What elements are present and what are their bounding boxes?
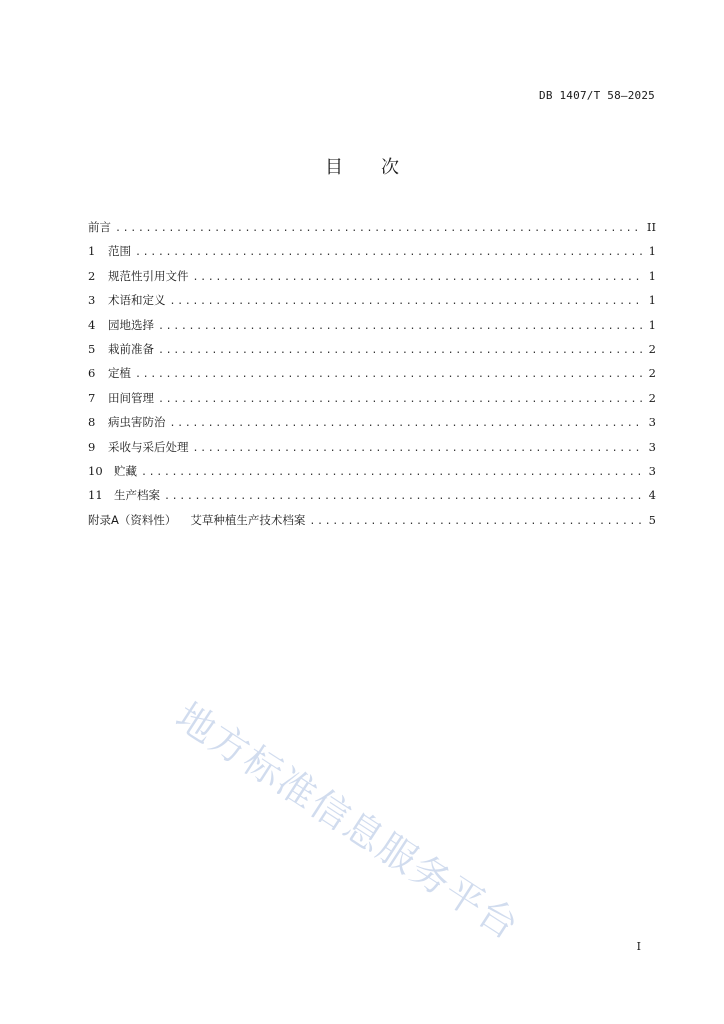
toc-number: 1 — [88, 244, 96, 259]
toc-label: 定植 — [108, 366, 131, 381]
toc-number: 9 — [88, 439, 96, 454]
toc-number: 11 — [88, 488, 103, 503]
toc-label: 前言 — [88, 220, 111, 234]
page-title — [0, 153, 724, 179]
toc-page: 5 — [648, 512, 656, 527]
toc-leader — [170, 296, 645, 307]
toc-label: 病虫害防治 — [108, 415, 166, 430]
toc-entry-7[interactable] — [88, 390, 656, 414]
toc-page: 3 — [648, 463, 656, 478]
toc-leader — [158, 321, 644, 332]
toc-leader — [193, 443, 645, 454]
toc-page: 2 — [648, 366, 656, 381]
toc-leader — [158, 394, 644, 405]
toc-number: 2 — [88, 268, 96, 283]
document-id: DB 1407/T 58—2025 — [539, 89, 655, 102]
table-of-contents — [88, 219, 656, 536]
toc-label: 贮藏 — [114, 463, 137, 478]
toc-label: 栽前准备 — [108, 341, 154, 356]
toc-leader — [158, 345, 644, 356]
toc-entry-5[interactable] — [88, 341, 656, 365]
toc-number: 4 — [88, 317, 96, 332]
toc-entry-foreword[interactable] — [88, 219, 656, 243]
toc-number: 8 — [88, 415, 96, 430]
toc-number: 5 — [88, 341, 96, 356]
toc-entry-6[interactable] — [88, 365, 656, 389]
toc-number: 10 — [88, 463, 103, 478]
toc-appendix-prefix: 附录A（资料性） — [88, 512, 177, 527]
toc-leader — [135, 247, 644, 258]
toc-label: 田间管理 — [108, 390, 154, 405]
toc-entry-8[interactable] — [88, 414, 656, 438]
watermark: 地方标准信息服务平台 — [168, 693, 528, 949]
toc-label: 规范性引用文件 — [108, 268, 189, 283]
toc-label: 采收与采后处理 — [108, 439, 189, 454]
toc-label: 园地选择 — [108, 317, 154, 332]
toc-entry-4[interactable] — [88, 317, 656, 341]
toc-page: II — [646, 220, 656, 234]
toc-leader — [164, 491, 644, 502]
toc-number: 7 — [88, 390, 96, 405]
toc-entry-1[interactable] — [88, 243, 656, 267]
toc-entry-11[interactable] — [88, 487, 656, 511]
toc-entry-10[interactable] — [88, 463, 656, 487]
title-char-2: 次 — [381, 157, 399, 178]
toc-page: 2 — [648, 341, 656, 356]
toc-leader — [141, 467, 644, 478]
toc-entry-9[interactable] — [88, 439, 656, 463]
toc-label: 范围 — [108, 244, 131, 259]
toc-page: 1 — [648, 244, 656, 259]
toc-page: 3 — [648, 415, 656, 430]
footer-page-number: I — [636, 940, 641, 953]
toc-leader — [193, 272, 645, 283]
toc-label: 生产档案 — [114, 488, 160, 503]
toc-page: 1 — [648, 317, 656, 332]
toc-page: 2 — [648, 390, 656, 405]
toc-number: 3 — [88, 293, 96, 308]
toc-label: 术语和定义 — [108, 293, 166, 308]
toc-entry-appendix-a[interactable] — [88, 512, 656, 536]
toc-page: 1 — [648, 268, 656, 283]
toc-label: 艾草种植生产技术档案 — [190, 512, 306, 527]
toc-number: 6 — [88, 366, 96, 381]
toc-leader — [170, 418, 645, 429]
toc-leader — [309, 516, 644, 527]
toc-page: 1 — [648, 293, 656, 308]
toc-page: 3 — [648, 439, 656, 454]
toc-leader — [115, 223, 643, 234]
title-char-1: 目 — [325, 157, 343, 178]
toc-entry-3[interactable] — [88, 292, 656, 316]
toc-entry-2[interactable] — [88, 268, 656, 292]
toc-leader — [135, 369, 644, 380]
toc-page: 4 — [648, 488, 656, 503]
